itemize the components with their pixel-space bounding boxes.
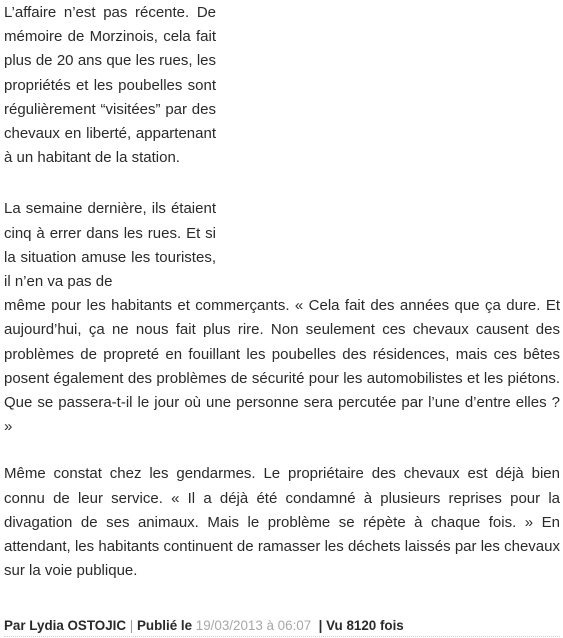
byline-separator: | [126,618,137,633]
view-count: Vu 8120 fois [326,618,404,633]
article-byline [4,617,560,635]
article-paragraph-2-lead: La semaine dernière, ils étaient cinq à errer dans les rues. Et si la situation amuse les touristes, il n’en va pas de [4,200,216,291]
author-name: Par Lydia OSTOJIC [4,618,127,633]
article-paragraph-2-continued: même pour les habitants et commerçants. « Cela fait des années que ça dure. Et aujourd’hui, ça ne nous fait plus rire. Non seulement ces chevaux causent des problèmes de propreté en fouillant les poubelles des résidences, mais ces bêtes posent également des problèmes de sécurité pour les automobilistes et les piétons. Que se passera-t-il le jour où une personne sera percutée par l’une d’entre elles ? » [4,297,560,436]
published-label: Publié le [136,618,193,633]
article-body [4,0,560,583]
byline-separator-2: | [311,618,327,633]
published-date: 19/03/2013 à 06:07 [192,618,312,633]
article-paragraph-3: Même constat chez les gendarmes. Le propriétaire des chevaux est déjà bien connu de leur service. « Il a déjà été condamné à plusieurs reprises pour la divagation de ses animaux. Mais le problème se répète à chaque fois. » En attendant, les habitants continuent de ramasser les déchets laissés par les chevaux sur la voie publique. [4,465,560,580]
article-paragraph-1: L’affaire n’est pas récente. De mémoire de Morzinois, cela fait plus de 20 ans que les rues, les propriétés et les poubelles sont régulièrement “visitées” par des chevaux en liberté, appartenant à un habitant de la station. [4,4,216,167]
article-paragraph-2 [4,197,560,439]
